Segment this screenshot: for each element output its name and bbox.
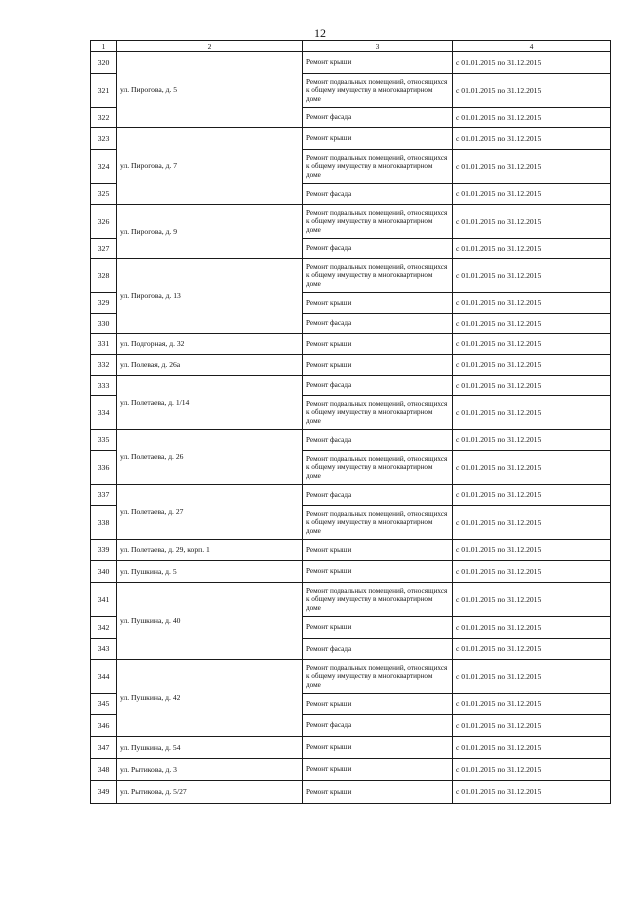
capital-repair-table [90,40,611,804]
work-type-cell: Ремонт подвальных помещений, относящихся к общему имуществу в многоквартирном доме [303,259,453,293]
period-cell: с 01.01.2015 по 31.12.2015 [453,617,611,639]
table-row [91,660,611,694]
table-row [91,485,611,506]
period-cell: с 01.01.2015 по 31.12.2015 [453,74,611,108]
period-cell: с 01.01.2015 по 31.12.2015 [453,376,611,396]
page-number: 12 [314,26,326,40]
work-type-cell: Ремонт фасада [303,376,453,396]
work-type-cell: Ремонт крыши [303,759,453,781]
work-type-cell: Ремонт подвальных помещений, относящихся к общему имуществу в многоквартирном доме [303,150,453,184]
table-row [91,583,611,617]
address-cell: ул. Пирогова, д. 7 [117,128,303,205]
row-number: 345 [91,694,117,715]
period-cell: с 01.01.2015 по 31.12.2015 [453,737,611,759]
work-type-cell: Ремонт крыши [303,617,453,639]
row-number: 339 [91,540,117,561]
period-cell: с 01.01.2015 по 31.12.2015 [453,314,611,334]
period-cell: с 01.01.2015 по 31.12.2015 [453,485,611,506]
period-cell: с 01.01.2015 по 31.12.2015 [453,430,611,451]
period-cell: с 01.01.2015 по 31.12.2015 [453,259,611,293]
row-number: 323 [91,128,117,150]
row-number: 349 [91,781,117,804]
address-cell: ул. Полевая, д. 26а [117,355,303,376]
table-row [91,737,611,759]
row-number: 340 [91,561,117,583]
row-number: 337 [91,485,117,506]
period-cell: с 01.01.2015 по 31.12.2015 [453,334,611,355]
work-type-cell: Ремонт подвальных помещений, относящихся к общему имуществу в многоквартирном доме [303,74,453,108]
row-number: 338 [91,506,117,540]
row-number: 330 [91,314,117,334]
work-type-cell: Ремонт крыши [303,781,453,804]
table-row [91,781,611,804]
row-number: 334 [91,396,117,430]
header-row [91,41,611,52]
work-type-cell: Ремонт крыши [303,540,453,561]
work-type-cell: Ремонт подвальных помещений, относящихся к общему имуществу в многоквартирном доме [303,506,453,540]
table-row [91,334,611,355]
table-row [91,205,611,239]
period-cell: с 01.01.2015 по 31.12.2015 [453,694,611,715]
period-cell: с 01.01.2015 по 31.12.2015 [453,184,611,205]
row-number: 348 [91,759,117,781]
period-cell: с 01.01.2015 по 31.12.2015 [453,108,611,128]
work-type-cell: Ремонт крыши [303,334,453,355]
row-number: 344 [91,660,117,694]
row-number: 324 [91,150,117,184]
work-type-cell: Ремонт фасада [303,430,453,451]
period-cell: с 01.01.2015 по 31.12.2015 [453,205,611,239]
header-col-4: 4 [453,41,611,52]
row-number: 326 [91,205,117,239]
period-cell: с 01.01.2015 по 31.12.2015 [453,540,611,561]
table-row [91,355,611,376]
table-body [91,52,611,804]
address-cell: ул. Пушкина, д. 5 [117,561,303,583]
row-number: 343 [91,639,117,660]
work-type-cell: Ремонт крыши [303,128,453,150]
period-cell: с 01.01.2015 по 31.12.2015 [453,293,611,314]
period-cell: с 01.01.2015 по 31.12.2015 [453,561,611,583]
table-row [91,759,611,781]
work-type-cell: Ремонт подвальных помещений, относящихся к общему имуществу в многоквартирном доме [303,583,453,617]
row-number: 333 [91,376,117,396]
work-type-cell: Ремонт фасада [303,314,453,334]
address-cell: ул. Пирогова, д. 13 [117,259,303,334]
work-type-cell: Ремонт фасада [303,715,453,737]
address-cell: ул. Рытикова, д. 3 [117,759,303,781]
period-cell: с 01.01.2015 по 31.12.2015 [453,239,611,259]
address-cell: ул. Пушкина, д. 42 [117,660,303,737]
period-cell: с 01.01.2015 по 31.12.2015 [453,52,611,74]
address-cell: ул. Полетаева, д. 1/14 [117,376,303,430]
row-number: 332 [91,355,117,376]
table-row [91,540,611,561]
period-cell: с 01.01.2015 по 31.12.2015 [453,715,611,737]
period-cell: с 01.01.2015 по 31.12.2015 [453,639,611,660]
address-cell: ул. Пирогова, д. 5 [117,52,303,128]
address-cell: ул. Полетаева, д. 26 [117,430,303,485]
work-type-cell: Ремонт крыши [303,694,453,715]
row-number: 342 [91,617,117,639]
row-number: 327 [91,239,117,259]
address-cell: ул. Рытикова, д. 5/27 [117,781,303,804]
table-row [91,376,611,396]
row-number: 321 [91,74,117,108]
work-type-cell: Ремонт подвальных помещений, относящихся к общему имуществу в многоквартирном доме [303,396,453,430]
work-type-cell: Ремонт фасада [303,108,453,128]
period-cell: с 01.01.2015 по 31.12.2015 [453,781,611,804]
row-number: 336 [91,451,117,485]
work-type-cell: Ремонт фасада [303,639,453,660]
address-cell: ул. Пирогова, д. 9 [117,205,303,259]
row-number: 347 [91,737,117,759]
period-cell: с 01.01.2015 по 31.12.2015 [453,759,611,781]
work-type-cell: Ремонт фасада [303,239,453,259]
row-number: 328 [91,259,117,293]
table-row [91,561,611,583]
work-type-cell: Ремонт крыши [303,561,453,583]
period-cell: с 01.01.2015 по 31.12.2015 [453,396,611,430]
header-col-2: 2 [117,41,303,52]
work-type-cell: Ремонт фасада [303,485,453,506]
header-col-1: 1 [91,41,117,52]
row-number: 329 [91,293,117,314]
work-type-cell: Ремонт крыши [303,293,453,314]
work-type-cell: Ремонт подвальных помещений, относящихся к общему имуществу в многоквартирном доме [303,451,453,485]
row-number: 320 [91,52,117,74]
work-type-cell: Ремонт фасада [303,184,453,205]
address-cell: ул. Полетаева, д. 29, корп. 1 [117,540,303,561]
table-row [91,52,611,74]
address-cell: ул. Полетаева, д. 27 [117,485,303,540]
work-type-cell: Ремонт подвальных помещений, относящихся к общему имуществу в многоквартирном доме [303,660,453,694]
row-number: 331 [91,334,117,355]
period-cell: с 01.01.2015 по 31.12.2015 [453,506,611,540]
header-col-3: 3 [303,41,453,52]
row-number: 322 [91,108,117,128]
period-cell: с 01.01.2015 по 31.12.2015 [453,355,611,376]
work-type-cell: Ремонт крыши [303,737,453,759]
period-cell: с 01.01.2015 по 31.12.2015 [453,128,611,150]
row-number: 346 [91,715,117,737]
row-number: 335 [91,430,117,451]
address-cell: ул. Подгорная, д. 32 [117,334,303,355]
address-cell: ул. Пушкина, д. 40 [117,583,303,660]
table-row [91,128,611,150]
period-cell: с 01.01.2015 по 31.12.2015 [453,150,611,184]
row-number: 341 [91,583,117,617]
address-cell: ул. Пушкина, д. 54 [117,737,303,759]
work-type-cell: Ремонт крыши [303,355,453,376]
row-number: 325 [91,184,117,205]
work-type-cell: Ремонт подвальных помещений, относящихся к общему имуществу в многоквартирном доме [303,205,453,239]
table-row [91,259,611,293]
work-type-cell: Ремонт крыши [303,52,453,74]
period-cell: с 01.01.2015 по 31.12.2015 [453,451,611,485]
period-cell: с 01.01.2015 по 31.12.2015 [453,660,611,694]
period-cell: с 01.01.2015 по 31.12.2015 [453,583,611,617]
table-row [91,430,611,451]
